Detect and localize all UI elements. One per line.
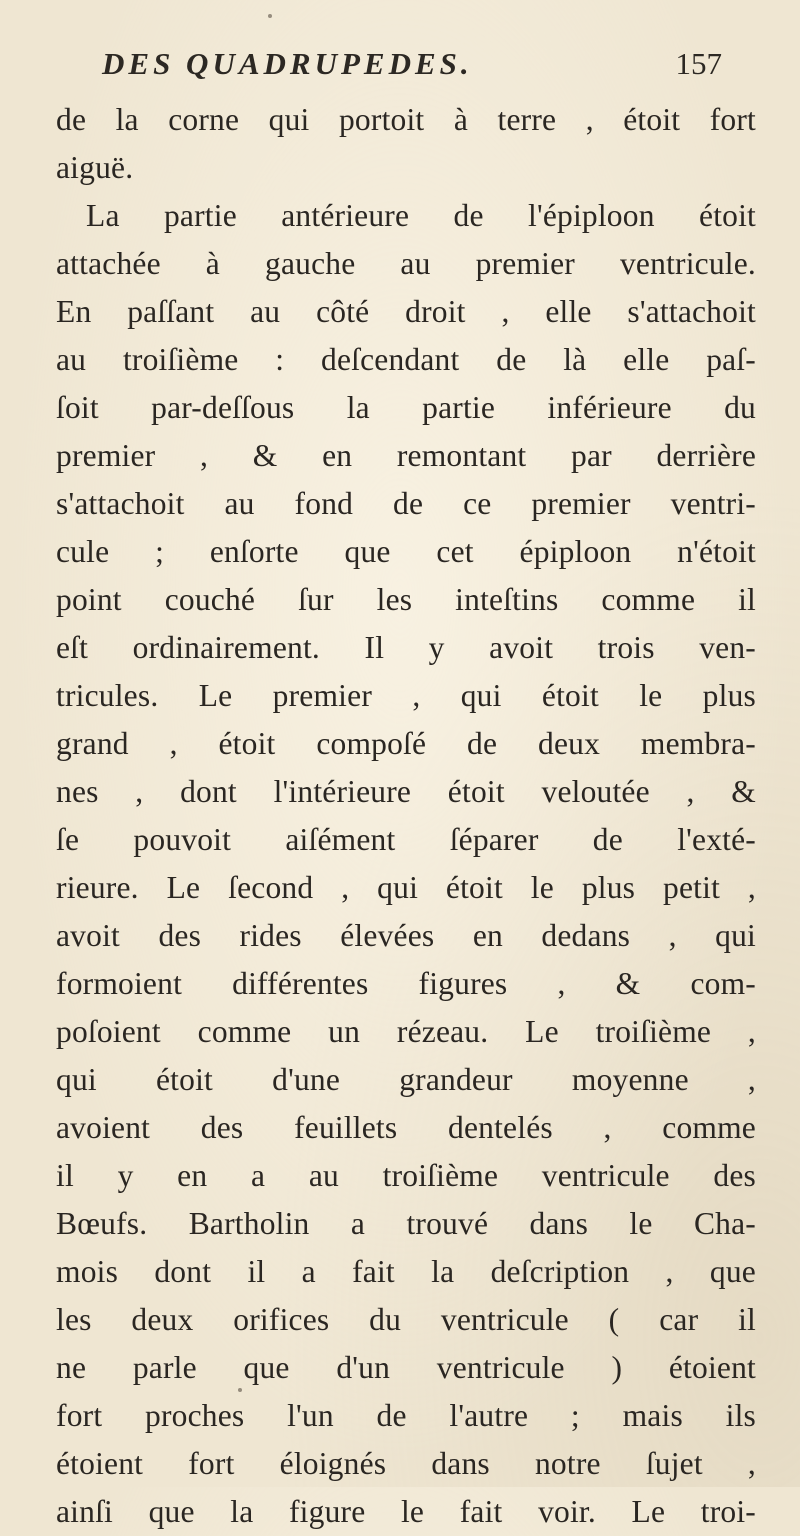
running-title: DES QUADRUPEDES.	[102, 46, 473, 81]
text-line-9: s'attachoit au fond de ce premier ventri-	[56, 486, 756, 521]
text-line-17: rieure. Le ſecond , qui étoit le plus petit ,	[56, 870, 756, 905]
text-line-24: Bœufs. Bartholin a trouvé dans le Cha-	[56, 1206, 756, 1241]
page-number: 157	[675, 46, 722, 81]
running-head	[102, 46, 722, 94]
text-line-18: avoit des rides élevées en dedans , qui	[56, 918, 756, 953]
text-line-30: ainſi que la figure le fait voir. Le troi-	[56, 1494, 756, 1529]
text-line-4: attachée à gauche au premier ventricule.	[56, 246, 756, 281]
text-line-19: formoient différentes figures , & com-	[56, 966, 756, 1001]
ink-speck	[238, 1388, 242, 1392]
text-line-10: cule ; enſorte que cet épiploon n'étoit	[56, 534, 756, 569]
text-line-8: premier , & en remontant par derrière	[56, 438, 756, 473]
text-line-23: il y en a au troiſième ventricule des	[56, 1158, 756, 1193]
text-line-15: nes , dont l'intérieure étoit veloutée , &	[56, 774, 756, 809]
text-line-1: de la corne qui portoit à terre , étoit fort	[56, 102, 756, 137]
text-line-13: tricules. Le premier , qui étoit le plus	[56, 678, 756, 713]
text-line-26: les deux orifices du ventricule ( car il	[56, 1302, 756, 1337]
text-line-6: au troiſième : deſcendant de là elle paſ-	[56, 342, 756, 377]
text-line-3: La partie antérieure de l'épiploon étoit	[86, 198, 756, 233]
text-line-25: mois dont il a fait la deſcription , que	[56, 1254, 756, 1289]
text-line-11: point couché ſur les inteſtins comme il	[56, 582, 756, 617]
text-line-28: fort proches l'un de l'autre ; mais ils	[56, 1398, 756, 1433]
text-line-5: En paſſant au côté droit , elle s'attachoit	[56, 294, 756, 329]
text-line-22: avoient des feuillets dentelés , comme	[56, 1110, 756, 1145]
text-line-21: qui étoit d'une grandeur moyenne ,	[56, 1062, 756, 1097]
text-line-27: ne parle que d'un ventricule ) étoient	[56, 1350, 756, 1385]
ink-speck	[268, 14, 272, 18]
text-line-2: aiguë.	[56, 150, 134, 185]
text-line-16: ſe pouvoit aiſément ſéparer de l'exté-	[56, 822, 756, 857]
text-line-7: ſoit par-deſſous la partie inférieure du	[56, 390, 756, 425]
text-line-20: poſoient comme un rézeau. Le troiſième ,	[56, 1014, 756, 1049]
text-line-14: grand , étoit compoſé de deux membra-	[56, 726, 756, 761]
text-line-29: étoient fort éloignés dans notre ſujet ,	[56, 1446, 756, 1481]
text-line-12: eſt ordinairement. Il y avoit trois ven-	[56, 630, 756, 665]
body-text	[56, 96, 756, 1536]
